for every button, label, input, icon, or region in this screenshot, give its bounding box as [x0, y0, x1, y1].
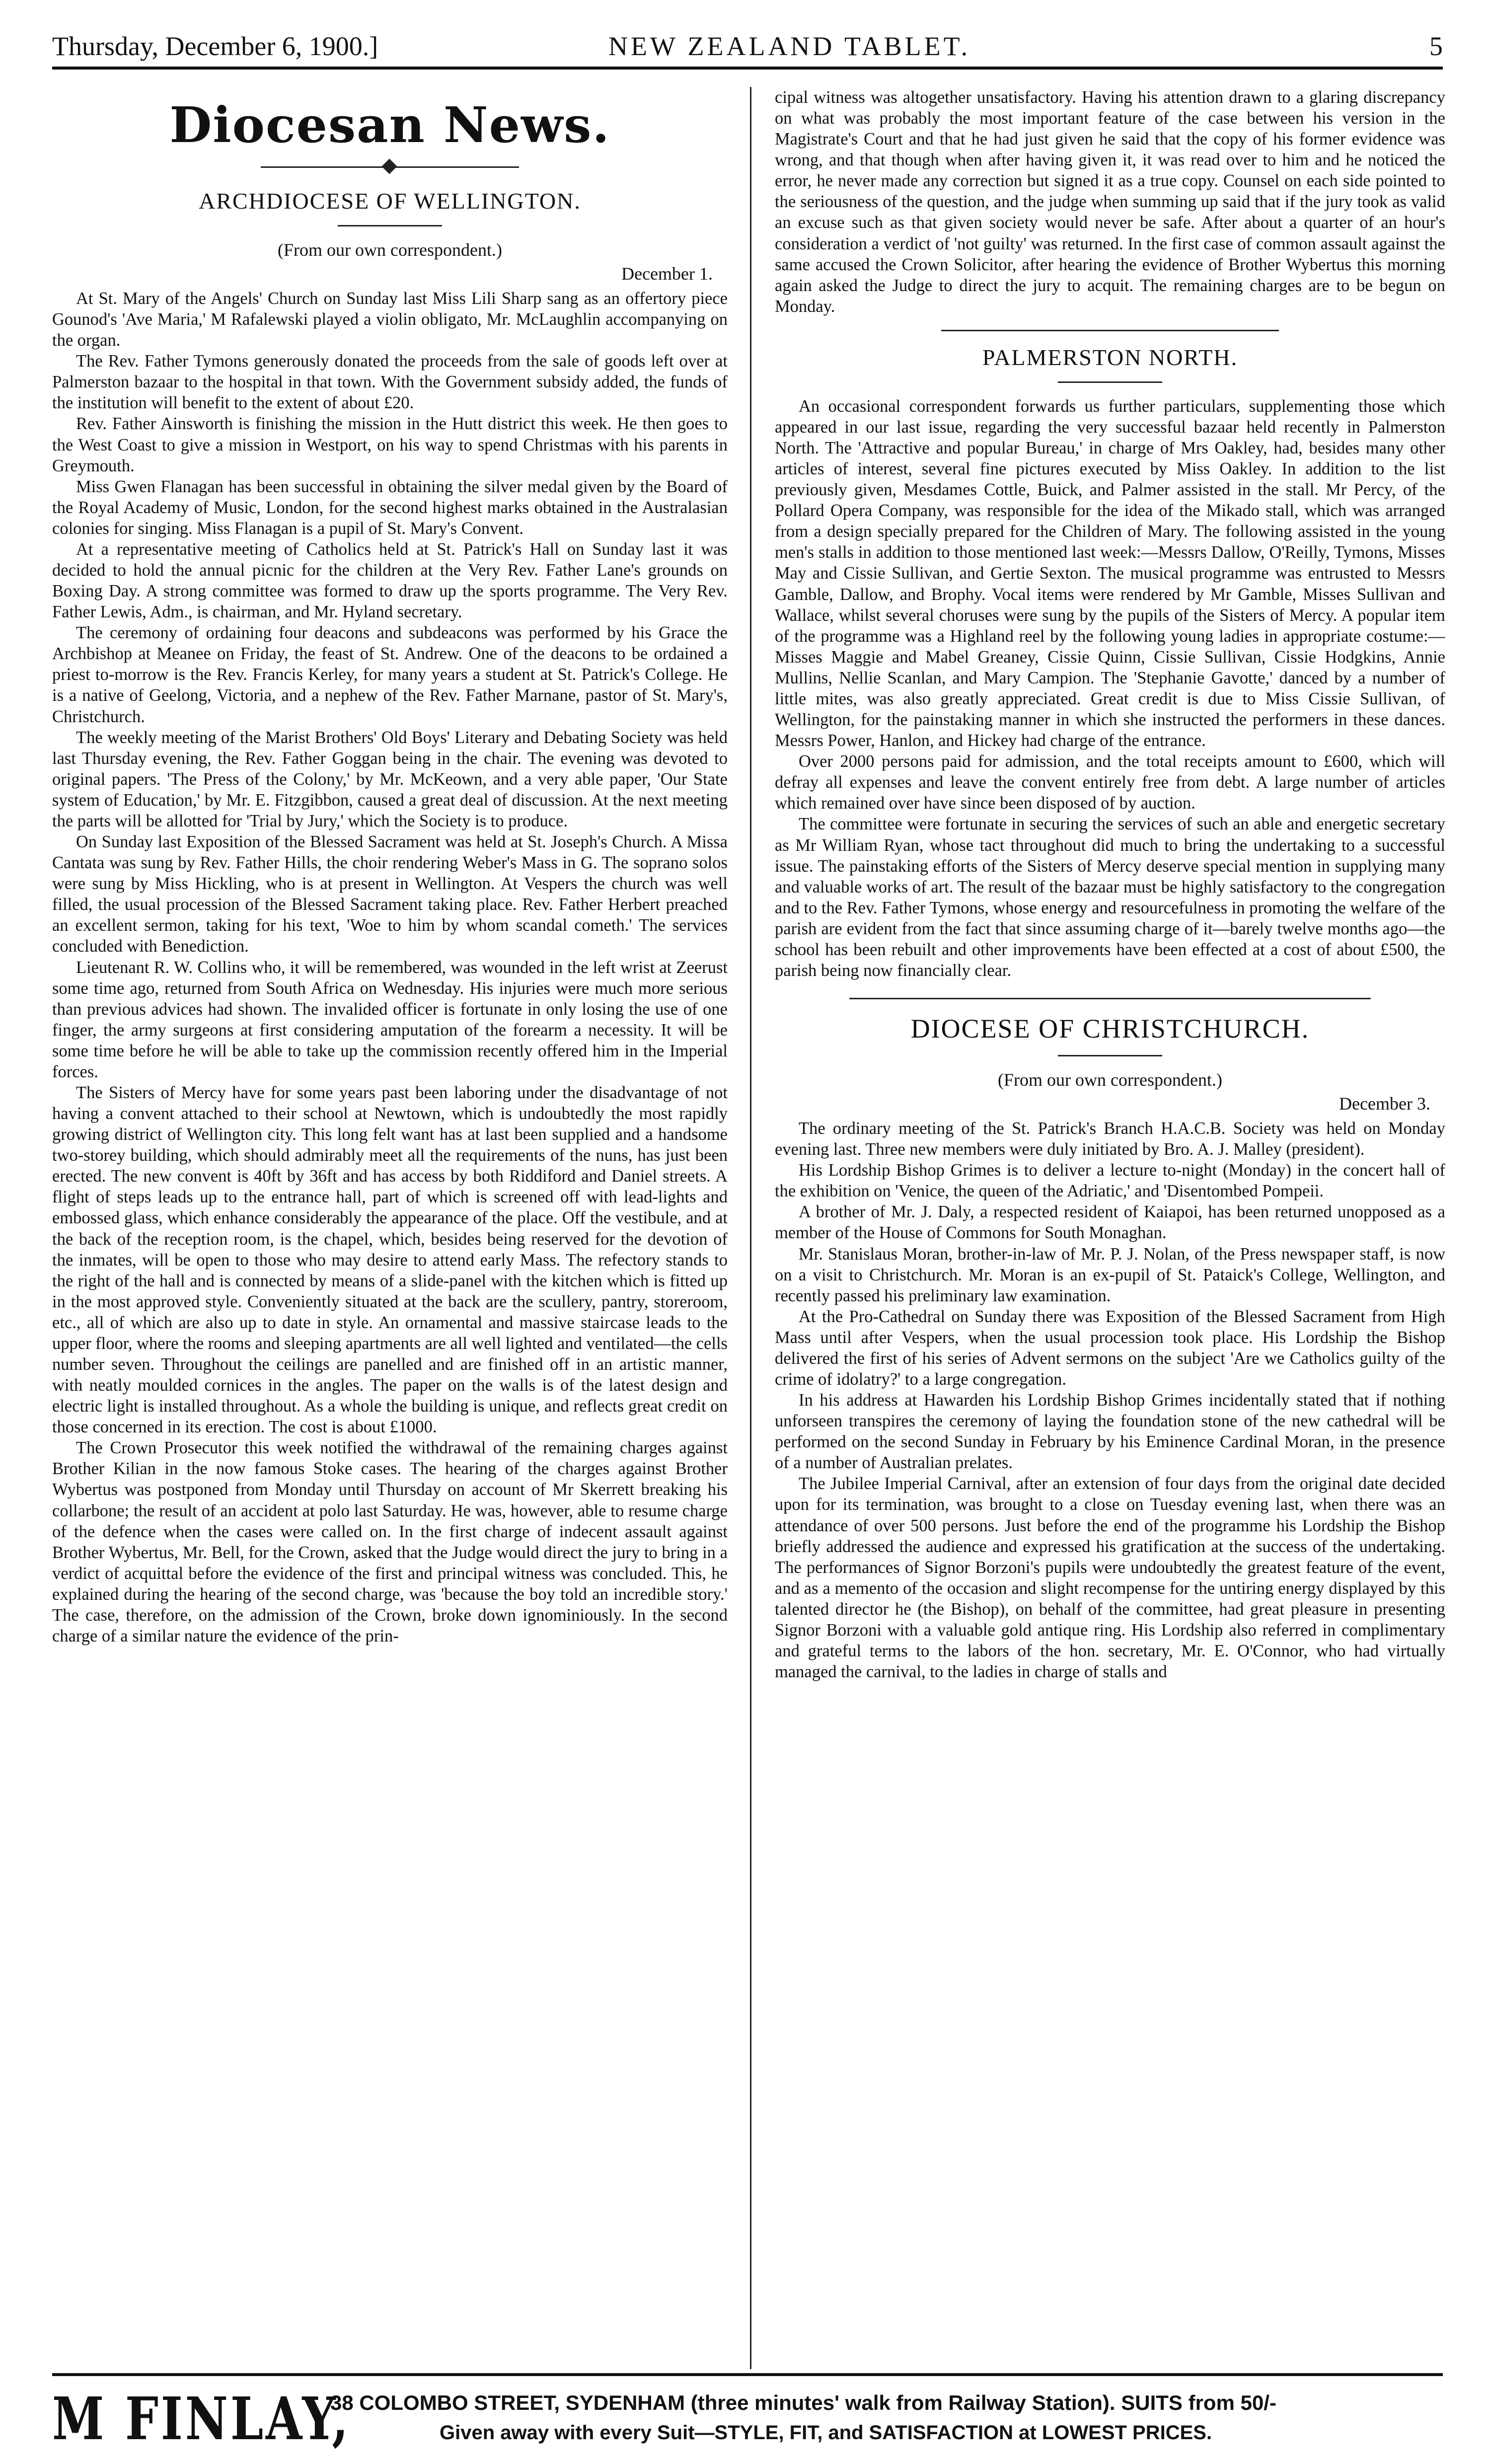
article-paragraph: The ceremony of ordaining four deacons and subdeacons was performed by his Grace the Archbishop at Meanee on Friday, the feast of St. Andrew. One of the deacons to be ordained a priest to-morrow is the Rev. Francis Kerley, for many years a student at St. Patrick's College. He is a native of Geelong, Victoria, and a nephew of the Rev. Father Marnane, pastor of St. Mary's, Christchurch.	[52, 623, 728, 726]
wellington-heading: ARCHDIOCESE OF WELLINGTON.	[199, 188, 581, 214]
left-column	[52, 87, 728, 2372]
running-head	[52, 26, 1443, 70]
advertisement-address: 38 COLOMBO STREET, SYDENHAM (three minutes' walk from Railway Station). SUITS from 50/-	[330, 2391, 1276, 2414]
article-paragraph: At the Pro-Cathedral on Sunday there was Exposition of the Blessed Sacrament from High Mass until after Vespers, when the usual procession took place. His Lordship the Bishop delivered the first of his series of Advent sermons on the subject 'Are we Catholics guilty of the crime of idolatry?' to a large congregation.	[775, 1307, 1445, 1389]
christchurch-heading: DIOCESE OF CHRISTCHURCH.	[910, 1014, 1310, 1044]
footer-divider	[52, 2373, 1443, 2376]
article-paragraph: A brother of Mr. J. Daly, a respected resident of Kaiapoi, has been returned unopposed as a member of the House of Commons for South Monaghan.	[775, 1202, 1445, 1243]
article-continuation: cipal witness was altogether unsatisfactory. Having his attention drawn to a glaring discrepancy on what was probably the most important feature of the case between his version in the Magistrate's Court and that he had just given he said that the copy of his former evidence was wrong, and that though when after having given it, it was read over to him and he noticed the error, he never made any correction but signed it as a true copy. Counsel on each side pointed to the seriousness of the question, and the judge when summing up said that if the jury took as valid an excuse such as that given society would never be safe. After about a quarter of an hour's consideration a verdict of 'not guilty' was returned. In the first case of common assault against the same accused the Crown Solicitor, after hearing the evidence of Brother Wybertus this morning again asked the Judge to direct the jury to acquit. The remaining charges are to be begun on Monday.	[775, 88, 1445, 316]
article-paragraph: The Jubilee Imperial Carnival, after an extension of four days from the original date decided upon for its termination, was brought to a close on Tuesday evening last, when there was an attendance of over 500 persons. Just before the end of the programme his Lordship the Bishop briefly addressed the audience and expressed his gratification at the success of the undertaking. The performances of Signor Borzoni's pupils were undoubtedly the greatest feature of the event, and as a memento of the occasion and slight recompense for the untiring energy displayed by this talented director he (the Bishop), on behalf of the committee, had great pleasure in presenting Signor Borzoni with a valuable gold antique ring. His Lordship also referred in complimentary and grateful terms to the labors of the hon. secretary, Mr. E. O'Connor, who had virtually managed the carnival, to the ladies in charge of stalls and	[775, 1474, 1445, 1682]
divider	[849, 998, 1371, 999]
divider	[941, 330, 1279, 331]
page-number: 5	[1429, 31, 1443, 61]
section-masthead: Diocesan News.	[169, 97, 610, 154]
newspaper-title: NEW ZEALAND TABLET.	[608, 31, 971, 61]
article-paragraph: Mr. Stanislaus Moran, brother-in-law of Mr. P. J. Nolan, of the Press newspaper staff, is now on a visit to Christchurch. Mr. Moran is an ex-pupil of St. Pataick's College, Wellington, and recently passed his preliminary law examination.	[775, 1244, 1445, 1305]
article-paragraph: Lieutenant R. W. Collins who, it will be remembered, was wounded in the left wrist at Zeerust some time ago, returned from South Africa on Wednesday. His injuries were much more serious than previous advices had shown. The invalided officer is fortunate in only losing the use of one finger, the army surgeons at first considering amputation of the forearm a necessity. It will be some time before he will be able to take up the commission recently offered him in the Imperial forces.	[52, 958, 728, 1081]
christchurch-dateline: December 3.	[1339, 1094, 1430, 1114]
divider	[1058, 381, 1162, 383]
divider	[1058, 1055, 1162, 1056]
article-paragraph: Rev. Father Ainsworth is finishing the mission in the Hutt district this week. He then goes to the West Coast to give a mission in Westport, on his way to spend Christmas with his parents in Greymouth.	[52, 414, 728, 475]
right-column	[775, 87, 1445, 2372]
wellington-source: (From our own correspondent.)	[278, 240, 502, 260]
article-paragraph: Miss Gwen Flanagan has been successful in obtaining the silver medal given by the Board of the Royal Academy of Music, London, for the second highest marks obtained in the Australasian colonies for singing. Miss Flanagan is a pupil of St. Mary's Convent.	[52, 477, 728, 538]
article-paragraph: On Sunday last Exposition of the Blessed Sacrament was held at St. Joseph's Church. A Missa Cantata was sung by Rev. Father Hills, the choir rendering Weber's Mass in G. The soprano solos were sung by Miss Hickling, who is at present in Wellington. At Vespers the church was well filled, the usual procession of the Blessed Sacrament taking place. Rev. Father Herbert preached an excellent sermon, taking for his text, 'Woe to him by whom scandal cometh.' The services concluded with Benediction.	[52, 832, 728, 956]
article-paragraph: The Rev. Father Tymons generously donated the proceeds from the sale of goods left over at Palmerston bazaar to the hospital in that town. With the Government subsidy added, the funds of the institution will benefit to the extent of about £20.	[52, 352, 728, 413]
column-divider	[750, 87, 751, 2369]
divider	[338, 225, 442, 226]
advertiser-name: M FINLAY,	[52, 2384, 351, 2453]
wellington-dateline: December 1.	[621, 264, 713, 284]
article-paragraph: At St. Mary of the Angels' Church on Sunday last Miss Lili Sharp sang as an offertory piece Gounod's 'Ave Maria,' M Rafalewski played a violin obligato, Mr. McLaughlin accompanying on the organ.	[52, 289, 728, 350]
article-paragraph: The Sisters of Mercy have for some years past been laboring under the disadvantage of not having a convent attached to their school at Newtown, which is undoubtedly the most rapidly growing district of Wellington city. This long felt want has at last been supplied and a handsome two-storey building, which should admirably meet all the requirements of the nuns, has just been erected. The new convent is 40ft by 36ft and has access by both Riddiford and Daniel streets. A flight of steps leads up to the entrance hall, part of which is screened off with lead-lights and embossed glass, which enhance considerably the appearance of the place. Off the vestibule, and at the back of the reception room, is the chapel, which, besides being reserved for the devotion of the inmates, will be open to those who may desire to attend early Mass. The refectory stands to the right of the hall and is connected by means of a slide-panel with the kitchen which is fitted up in the most approved style. Conveniently situated at the back are the scullery, pantry, storeroom, etc., all of which are also up to date in style. An ornamental and massive staircase leads to the upper floor, where the rooms and sleeping apartments are all well lighted and ventilated—the cells number seven. Throughout the ceilings are panelled and are finished off in an artistic manner, with neatly moulded cornices in the angles. The paper on the walls is of the latest design and electric light is installed throughout. As a whole the building is unique, and reflects great credit on those concerned in its erection. The cost is about £1000.	[52, 1083, 728, 1437]
article-paragraph: The weekly meeting of the Marist Brothers' Old Boys' Literary and Debating Society was held last Thursday evening, the Rev. Father Goggan being in the chair. The evening was devoted to original papers. 'The Press of the Colony,' by Mr. McKeown, and a very able paper, 'Our State system of Education,' by Mr. E. Fitzgibbon, caused a great deal of discussion. At the next meeting the parts will be allotted for 'Trial by Jury,' which the Society is to produce.	[52, 728, 728, 830]
christchurch-source: (From our own correspondent.)	[998, 1070, 1222, 1090]
article-paragraph: The Crown Prosecutor this week notified the withdrawal of the remaining charges against Brother Kilian in the now famous Stoke cases. The hearing of the charges against Brother Wybertus was postponed from Monday until Thursday on account of Mr Skerrett breaking his collarbone; the result of an accident at polo last Saturday. He was, however, able to resume charge of the defence when the cases were called on. In the first charge of indecent assault against Brother Wybertus, Mr. Bell, for the Crown, asked that the Judge would direct the jury to bring in a verdict of acquittal before the evidence of the first and principal witness was concluded. This, he explained during the hearing of the second charge, was 'because the boy told an incredible story.' The case, therefore, on the admission of the Crown, broke down ignominiously. In the second charge of a similar nature the evidence of the prin-	[52, 1438, 728, 1645]
article-paragraph: The ordinary meeting of the St. Patrick's Branch H.A.C.B. Society was held on Monday evening last. Three new members were duly initiated by Bro. A. J. Malley (president).	[775, 1119, 1445, 1159]
advertisement-offer: Given away with every Suit—STYLE, FIT, and SATISFACTION at LOWEST PRICES.	[440, 2422, 1212, 2444]
article-paragraph: An occasional correspondent forwards us further particulars, supplementing those which appeared in our last issue, regarding the very successful bazaar held recently in Palmerston North. The 'Attractive and popular Bureau,' in charge of Mrs Oakley, had, besides many other articles of interest, several fine pictures executed by Miss Oakley. In addition to the list previously given, Mesdames Cottle, Buick, and Palmer assisted in the stall. Mr Percy, of the Pollard Opera Company, was responsible for the idea of the Mikado stall, which was arranged from a design specially prepared for the Children of Mary. The following assisted in the young men's stalls in addition to those mentioned last week:—Messrs Dallow, O'Reilly, Tymons, Misses May and Cissie Sullivan, and Gertie Sexton. The musical programme was entrusted to Messrs Gamble, Dallow, and Brophy. Vocal items were rendered by Mr Gamble, Misses Sullivan and Wallace, whilst several choruses were sung by the pupils of the Sisters of Mercy. A popular item of the programme was a Highland reel by the following young ladies in appropriate costume:—Misses Maggie and Mabel Greaney, Cissie Quinn, Cissie Sullivan, Cissie Hodgkins, Annie Mullins, Nellie Scanlan, and Mary Campion. The 'Stephanie Gavotte,' danced by a number of little mites, was also greatly appreciated. Great credit is due to Miss Cissie Sullivan, of Wellington, for the painstaking manner in which she instructed the performers in these dances. Messrs Power, Hanlon, and Hickey had charge of the entrance.	[775, 396, 1445, 750]
diamond-ornament-icon	[381, 158, 397, 174]
article-paragraph: Over 2000 persons paid for admission, and the total receipts amount to £600, which will defray all expenses and leave the convent entirely free from debt. A large number of articles which remained over have since been disposed of by auction.	[775, 752, 1445, 813]
issue-date: Thursday, December 6, 1900.]	[52, 31, 378, 61]
article-paragraph: In his address at Hawarden his Lordship Bishop Grimes incidentally stated that if nothing unforseen transpires the ceremony of laying the foundation stone of the new cathedral will be performed on the second Sunday in February by his Eminence Cardinal Moran, in the presence of a number of Australian prelates.	[775, 1391, 1445, 1473]
article-paragraph: His Lordship Bishop Grimes is to deliver a lecture to-night (Monday) in the concert hall of the exhibition on 'Venice, the queen of the Adriatic,' and 'Disentombed Pompeii.	[775, 1161, 1445, 1201]
article-paragraph: The committee were fortunate in securing the services of such an able and energetic secretary as Mr William Ryan, whose tact throughout did much to bring the undertaking to a successful issue. The painstaking efforts of the Sisters of Mercy deserve special mention in supplying many and valuable works of art. The result of the bazaar must be highly satisfactory to the congregation and to the Rev. Father Tymons, whose energy and resourcefulness in promoting the welfare of the parish are evident from the fact that since assuming charge of it—barely twelve months ago—the school has been rebuilt and other improvements have been effected at a cost of about £500, the parish being now financially clear.	[775, 815, 1445, 980]
advertisement	[52, 2384, 1443, 2454]
ornament-divider	[261, 161, 519, 173]
palmerston-heading: PALMERSTON NORTH.	[982, 344, 1238, 370]
article-paragraph: At a representative meeting of Catholics held at St. Patrick's Hall on Sunday last it was decided to hold the annual picnic for the children at the Very Rev. Father Lane's grounds on Boxing Day. A strong committee was formed to draw up the sports programme. The Very Rev. Father Lewis, Adm., is chairman, and Mr. Hyland secretary.	[52, 539, 728, 622]
